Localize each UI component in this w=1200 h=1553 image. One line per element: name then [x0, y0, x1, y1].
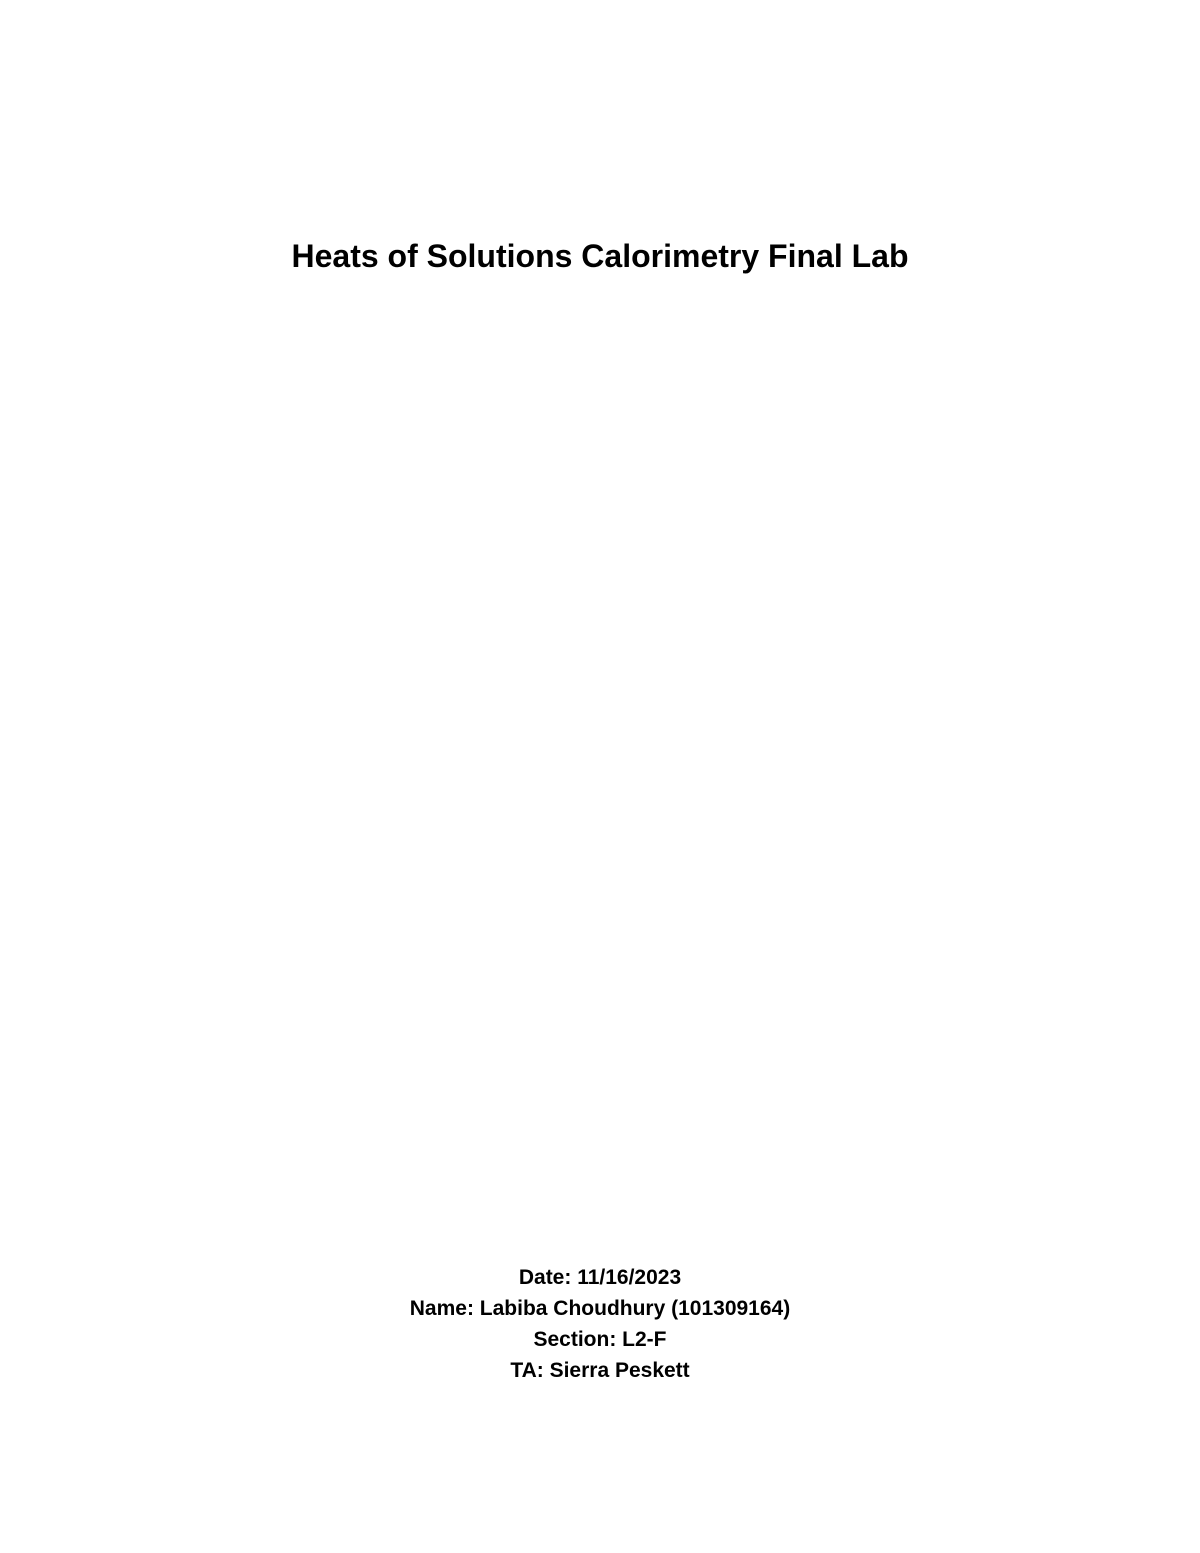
- name-line: Name: Labiba Choudhury (101309164): [409, 1297, 791, 1320]
- ta-line: TA: Sierra Peskett: [510, 1359, 690, 1382]
- author-info-block: [0, 1262, 1200, 1386]
- document-title: Heats of Solutions Calorimetry Final Lab: [291, 238, 909, 274]
- date-line: Date: 11/16/2023: [518, 1266, 682, 1289]
- section-line: Section: L2-F: [533, 1328, 667, 1351]
